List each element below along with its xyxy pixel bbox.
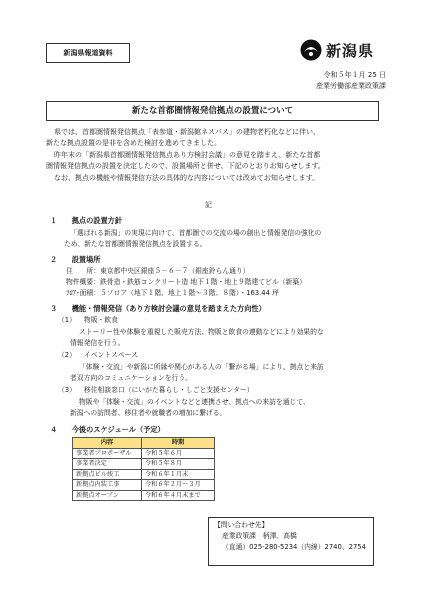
table-cell: 令和６年１月末 <box>142 469 215 480</box>
table-row <box>73 459 215 470</box>
floor-label: ﾌﾛｱ･面積 <box>66 289 94 297</box>
intro-line: なお、拠点の機能や情報発信方法の具体的な内容については改めてお知らせします。 <box>54 173 320 182</box>
contact-box <box>208 517 374 566</box>
section-1-line: ため、新たな首都圏情報発信拠点を設置する。 <box>64 240 207 248</box>
table-row <box>73 480 215 491</box>
table-row <box>73 469 215 480</box>
address-value: ：東京都中央区銀座５－６－７（銀座鈴らん通り） <box>93 267 250 275</box>
subsection-number: （3） <box>58 386 76 394</box>
press-release-tag: 新潟県報道資料 <box>46 43 130 63</box>
section-title: 機能・情報発信（あり方検討会議の意見を踏まえた方向性） <box>71 304 266 313</box>
subsection-line: ストーリー性や体験を重視した販売方法、物販と飲食の連動などにより効果的な <box>79 328 324 336</box>
building-label: 物件概要 <box>66 278 94 286</box>
column-header: 時期 <box>142 438 215 449</box>
section-number: ４ <box>50 425 58 434</box>
column-header: 内容 <box>73 438 142 449</box>
subsection-number: （2） <box>58 351 76 359</box>
subsection-line: 者双方向のコミュニケーションを行う。 <box>70 374 192 382</box>
subsection-line: 情報発信を行う。 <box>70 339 125 347</box>
section-title: 拠点の設置方針 <box>71 216 123 225</box>
table-cell: 令和５年８月 <box>142 459 215 470</box>
table-row <box>73 490 215 501</box>
section-2-heading <box>50 255 100 265</box>
niigata-emblem-icon <box>300 39 322 61</box>
section-title: 今後のスケジュール（予定） <box>71 425 165 434</box>
building-value: ：鉄骨造・鉄筋コンクリート造 地下１階・地上９階建てビル（新築） <box>93 278 306 286</box>
section-number: ３ <box>50 304 58 313</box>
section-title: 設置場所 <box>71 255 101 264</box>
subsection-number: （1） <box>58 316 76 324</box>
contact-name: 産業政策課 柄澤、高橋 <box>222 532 297 540</box>
release-date: 令和５年１月 25 日 <box>323 71 386 79</box>
table-row <box>73 448 215 459</box>
intro-line: 昨年末の「新潟県首都圏情報発信拠点あり方検討会議」の意見を踏まえ、新たな首都 <box>54 150 321 159</box>
section-1-line: 「選ばれる新潟」の実現に向けて、首都圏での交流の場の創出と情報発信の強化の <box>70 229 322 237</box>
section-number: １ <box>50 216 58 225</box>
table-cell: 令和６年２月～３月 <box>142 480 215 491</box>
table-cell: 事業者プロポーザル <box>73 448 142 459</box>
table-cell: 事業者決定 <box>73 459 142 470</box>
intro-paragraph <box>46 127 380 184</box>
subsection-2-heading <box>58 350 138 361</box>
table-cell: 令和５年６月 <box>142 448 215 459</box>
logo-text: 新潟県 <box>326 41 375 60</box>
floor-value: ：５フロア（地下１階、地上１階～３階、８階）・163.44 坪 <box>93 289 279 297</box>
contact-phone: （直通）025-280-5234（内線）2740、2754 <box>222 543 366 551</box>
intro-line: 圏情報発信拠点の設置を決定したので、設置場所と併せ、下記のとおりお知らせします。 <box>46 162 325 171</box>
ki-marker: 記 <box>205 201 212 209</box>
table-header-row <box>73 438 215 449</box>
document-title: 新たな首都圏情報発信拠点の設置について <box>46 101 379 121</box>
table-cell: 新拠点内装工事 <box>73 480 142 491</box>
address-row <box>66 266 250 277</box>
section-1-heading <box>50 216 122 226</box>
schedule-table <box>72 437 215 501</box>
section-number: ２ <box>50 255 58 264</box>
department: 産業労働部産業政策課 <box>316 82 386 90</box>
subsection-line: 「体験・交流」や新潟に所縁や関心がある人の「繋がる場」により、拠点と来訪 <box>79 363 324 371</box>
floor-row <box>66 288 279 299</box>
building-row <box>66 277 306 288</box>
subsection-title: イベントスペース <box>83 351 138 359</box>
address-label: 住 所 <box>66 267 94 275</box>
subsection-3-heading <box>58 385 254 396</box>
subsection-line: 新潟への訪問者、移住者や就職者の増加に繋げる。 <box>70 409 227 417</box>
section-4-heading <box>50 425 165 435</box>
intro-line: 新たな拠点設置の是非を含めた検討を進めてきました。 <box>46 139 221 148</box>
contact-heading: 【問い合わせ先】 <box>214 521 269 529</box>
table-cell: 新拠点ビル竣工 <box>73 469 142 480</box>
table-cell: 令和６年４月末まで <box>142 490 215 501</box>
section-3-heading <box>50 304 266 314</box>
prefecture-logo <box>300 36 380 64</box>
subsection-1-heading <box>58 315 118 326</box>
subsection-title: 移住相談窓口（にいがた暮らし・しごと支援センター） <box>83 386 254 394</box>
subsection-title: 物販・飲食 <box>83 316 118 324</box>
intro-line: 県では、首都圏情報発信拠点「表参道・新潟館ネスパス」の建物老朽化などに伴い、 <box>54 128 320 136</box>
table-cell: 新拠点オープン <box>73 490 142 501</box>
schedule-grid <box>72 437 215 501</box>
subsection-line: 物販や「体験・交流」のイベントなどと連携させ、拠点への来訪を通じて、 <box>79 398 310 406</box>
